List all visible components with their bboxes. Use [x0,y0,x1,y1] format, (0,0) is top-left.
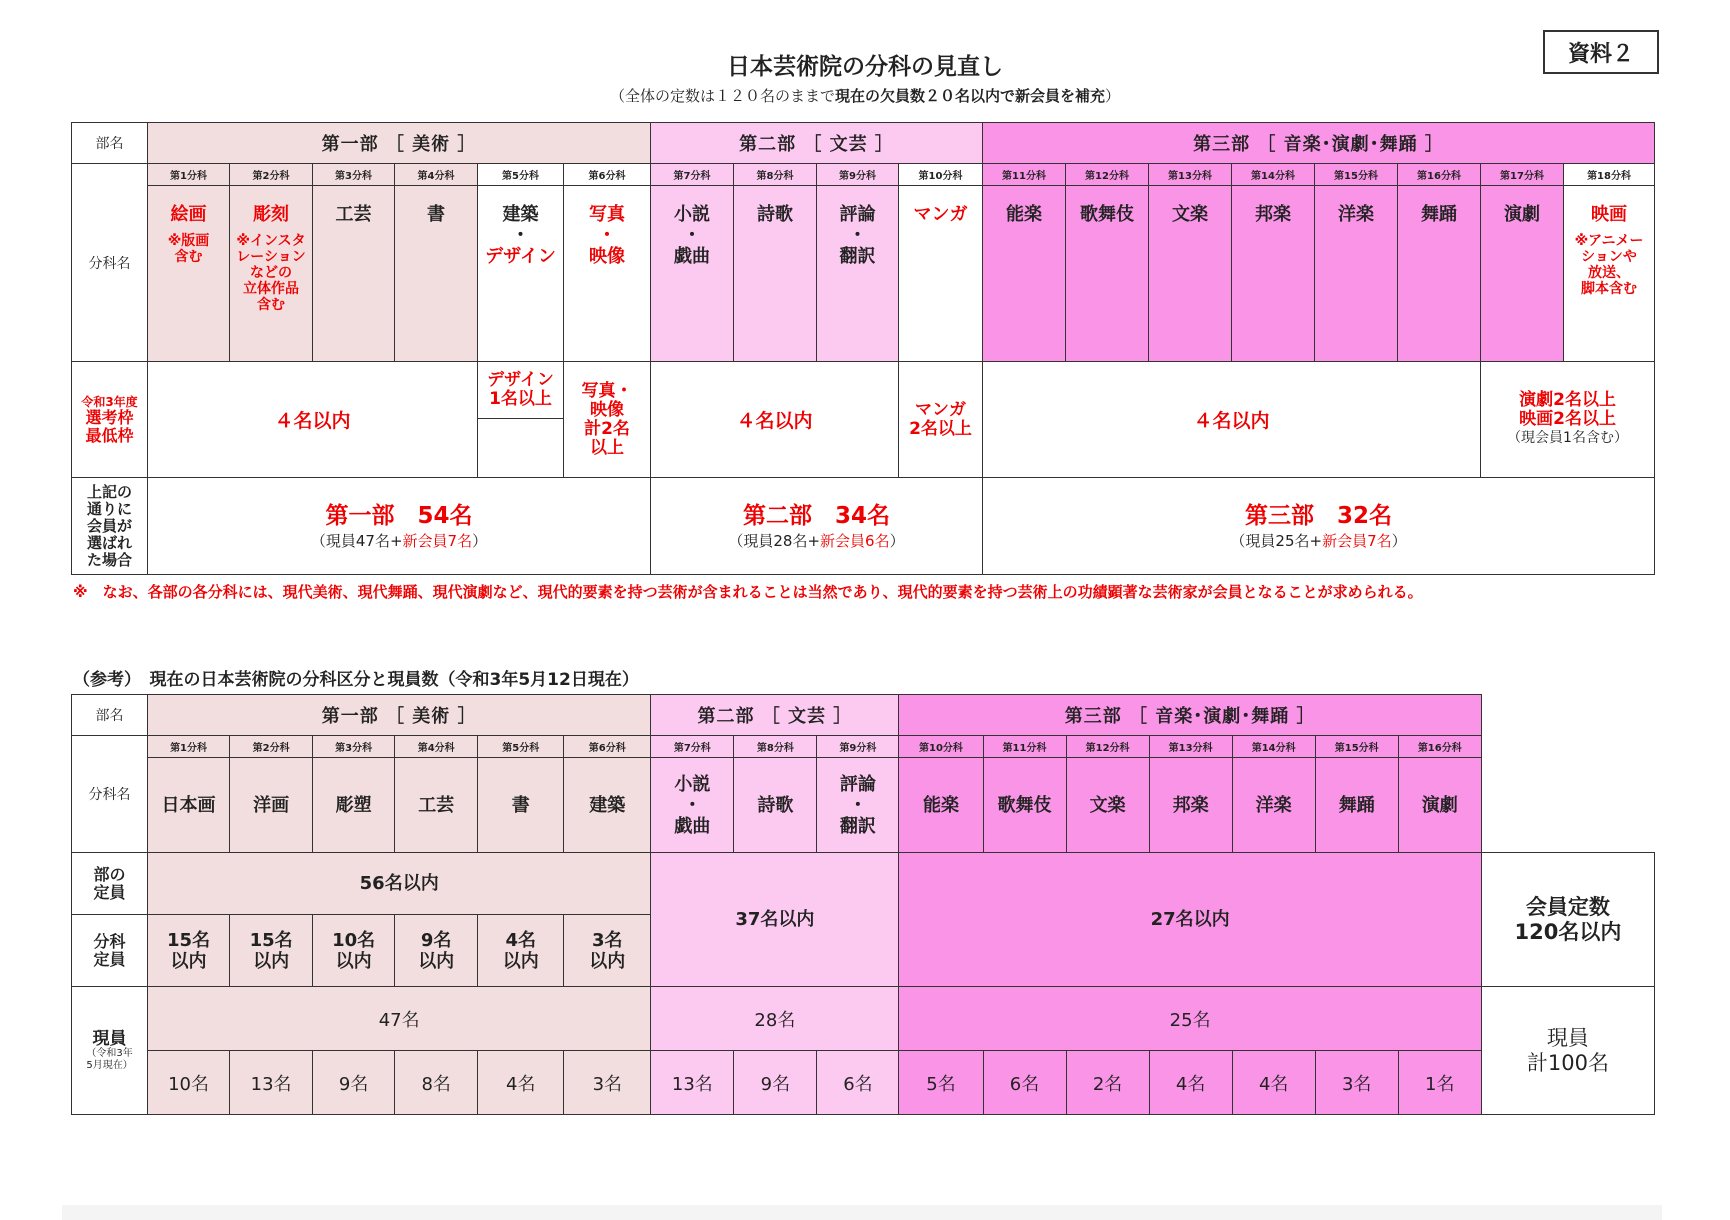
subdivision-label: 第1分科 [148,164,230,186]
field-row-label: 分科名 [72,736,148,853]
field-name-cell [1232,758,1315,853]
field-quota-cell [395,915,478,987]
reference-table [71,694,1655,1115]
quota-theater-line: 演劇2名以上 [1519,390,1616,410]
dept2-quota: 37名以内 [651,853,899,987]
field-note-line: 放送、 [1588,265,1631,281]
field-note-line: ※インスタ [236,233,306,249]
field-note-line: 含む [257,297,285,313]
field-quota-cell [313,915,395,987]
dept-quota-label-line: 定員 [93,882,126,902]
field-name-line: 工芸 [418,794,455,816]
spacer [1481,736,1654,853]
result-dept2-detail [651,530,982,551]
field-quota-line: 3名 [592,929,623,951]
field-name-line: 小説 [674,773,711,795]
field-name-line: 書 [427,204,445,225]
field-members-cell: 10名 [148,1051,230,1115]
subdivision-label: 第10分科 [899,736,983,758]
field-quota-line: 10名 [332,929,376,951]
field-name-line: 翻訳 [839,815,876,837]
field-quota-label-line: 定員 [93,949,126,969]
result-dept1-total: 第一部 54名 [325,502,473,529]
quota-label-line: 最低枠 [85,425,134,445]
dept-quota-row-label [72,853,148,915]
field-name-line: マンガ [913,204,968,225]
field-name-cell [148,186,230,362]
field-name-cell [817,758,899,853]
field-name-line: ・ [848,225,867,246]
total-members-line: 現員 [1546,1025,1589,1050]
subdivision-label: 第5分科 [478,736,564,758]
field-name-line: 能楽 [922,794,959,816]
field-name-line: 舞踊 [1421,204,1457,225]
members-row-label [72,987,148,1115]
quota-design-line: デザイン [487,370,554,390]
field-quota-line: 以内 [589,950,626,972]
dept2-members: 28名 [651,987,899,1051]
members-label: 現員 [92,1028,127,1049]
field-name-cell [983,758,1066,853]
spacer [1481,695,1654,736]
field-name-cell [313,758,395,853]
dept-quota-label-line: 部の [93,864,126,884]
subdivision-label: 第14分科 [1232,164,1315,186]
field-name-line: 能楽 [1006,204,1042,225]
subdivision-label: 第14分科 [1232,736,1315,758]
quota-design-line: 1名以上 [489,389,552,409]
field-name-line: 映像 [589,246,625,267]
footnote: ※ なお、各部の各分科には、現代美術、現代舞踊、現代演劇など、現代的要素を持つ芸術が含まれることは当然であり、現代的要素を持つ芸術上の功績顕著な芸術家が会員となることが求められる。 [73,583,1423,601]
field-name-line: 戯曲 [674,246,710,267]
field-name-line: 評論 [839,204,876,225]
field-members-cell: 6名 [983,1051,1066,1115]
field-members-cell: 6名 [817,1051,899,1115]
subdivision-label: 第16分科 [1398,164,1481,186]
subdivision-label: 第7分科 [651,736,734,758]
field-name-cell [1398,186,1481,362]
field-members-cell: 3名 [564,1051,651,1115]
field-name-cell [1481,186,1564,362]
total-quota-line: 120名以内 [1514,919,1622,944]
field-name-cell [313,186,395,362]
field-members-cell: 9名 [734,1051,817,1115]
total-quota-line: 会員定数 [1525,894,1610,919]
field-quota-cell [148,915,230,987]
field-name-cell [148,758,230,853]
result-dept2-total: 第二部 34名 [742,502,890,529]
field-name-line: 文楽 [1172,204,1208,225]
result-dept3-detail [983,530,1654,551]
dept-header-2: 第二部 ［ 文芸 ］ [651,123,983,164]
field-members-cell: 1名 [1398,1051,1481,1115]
quota-theater-film-note: （現会員1名含む） [1507,430,1628,446]
field-name-line: 歌舞伎 [997,794,1052,816]
field-name-line: ・ [683,794,702,816]
quota-dept1-general: ４名以内 [148,362,478,478]
field-name-line: 文楽 [1089,794,1126,816]
result-dept1-detail [148,530,650,551]
dept-header-1: 第一部 ［ 美術 ］ [148,695,651,736]
field-name-cell [734,186,817,362]
field-note-line: ションや [1581,249,1637,265]
dept-row-label: 部名 [72,123,148,164]
field-name-line: ・ [683,225,701,246]
subdivision-label: 第6分科 [564,736,651,758]
field-note-line: レーション [236,249,306,265]
field-quota-label-line: 分科 [93,931,126,951]
subdivision-label: 第6分科 [564,164,651,186]
subdivision-label: 第2分科 [230,736,313,758]
result-row-label [72,478,148,575]
field-quota-line: 以内 [170,950,207,972]
field-name-cell [1149,758,1232,853]
result-dept2 [651,478,983,575]
field-note-line: 立体作品 [243,281,299,297]
dept3-quota: 27名以内 [899,853,1481,987]
result-detail-c: ） [1391,531,1407,550]
field-name-line: デザイン [485,246,556,267]
field-name-cell [1066,758,1149,853]
field-name-cell [734,758,817,853]
field-name-line: 邦楽 [1255,204,1291,225]
field-members-cell: 2名 [1066,1051,1149,1115]
subdivision-label: 第9分科 [817,164,899,186]
result-detail-c: ） [472,531,488,550]
members-label-note: 5月現在） [86,1059,133,1071]
total-quota [1481,853,1654,987]
page-bottom-strip [62,1205,1662,1220]
field-name-cell [899,186,983,362]
field-name-cell [1315,758,1398,853]
field-name-cell [230,758,313,853]
field-members-cell: 13名 [230,1051,313,1115]
field-name-cell [1149,186,1232,362]
field-quota-line: 以内 [253,950,290,972]
result-label-line: た場合 [86,550,132,569]
quota-photo-line: 以上 [590,437,624,458]
field-quota-line: 以内 [418,950,455,972]
result-detail-a: （現員25名+ [1230,531,1323,550]
field-note-line: 含む [174,249,203,265]
quota-photo-line: 計2名 [584,418,630,439]
field-name-cell [564,186,651,362]
result-dept1 [148,478,651,575]
field-quota-cell [230,915,313,987]
field-quota-line: 15名 [167,929,211,951]
field-quota-cell [564,915,651,987]
subdivision-label: 第10分科 [899,164,983,186]
result-detail-new: 新会員7名 [402,531,473,550]
quota-theater-film [1481,362,1655,478]
subtitle-suffix: ） [1105,87,1121,105]
field-name-line: 戯曲 [674,815,711,837]
field-name-line: 洋楽 [1255,794,1292,816]
field-name-line: ・ [848,794,867,816]
members-label-note: （令和3年 [86,1047,133,1059]
field-row-label: 分科名 [72,164,148,362]
subdivision-label: 第9分科 [817,736,899,758]
field-name-cell [817,186,899,362]
field-members-cell: 4名 [1232,1051,1315,1115]
subdivision-label: 第3分科 [313,736,395,758]
subdivision-label: 第13分科 [1149,164,1232,186]
subdivision-label: 第2分科 [230,164,313,186]
field-quota-line: 以内 [502,950,539,972]
field-name-line: 彫塑 [335,794,372,816]
field-name-cell [899,758,983,853]
field-name-line: ・ [598,225,616,246]
field-name-line: 建築 [502,204,539,225]
page-title: 日本芸術院の分科の見直し [727,54,1003,80]
reference-title: （参考） 現在の日本芸術院の分科区分と現員数（令和3年5月12日現在） [73,670,639,690]
subdivision-label: 第8分科 [734,736,817,758]
subdivision-label: 第16分科 [1398,736,1481,758]
quota-manga-line: マンガ [915,399,966,420]
field-name-cell [564,758,651,853]
field-quota-cell [478,915,564,987]
quota-design [478,362,563,419]
quota-dept3-general: ４名以内 [983,362,1481,478]
quota-photo [564,362,651,478]
field-quota-line: 9名 [420,929,452,951]
field-note [148,233,229,265]
subdivision-label: 第11分科 [983,164,1066,186]
subdivision-label: 第3分科 [313,164,395,186]
subdivision-label: 第5分科 [478,164,564,186]
field-members-cell: 9名 [313,1051,395,1115]
field-name-cell [478,186,564,362]
field-note [230,233,312,313]
proposal-table [71,122,1655,575]
result-detail-a: （現員47名+ [310,531,403,550]
subdivision-label: 第7分科 [651,164,734,186]
dept1-quota: 56名以内 [148,853,651,915]
quota-manga-line: 2名以上 [909,418,972,439]
field-name-cell [478,758,564,853]
field-name-line: 建築 [589,794,626,816]
dept-header-1: 第一部 ［ 美術 ］ [148,123,651,164]
field-name-cell [983,186,1066,362]
field-name-line: 評論 [839,773,876,795]
field-quota-line: 15名 [249,929,293,951]
subdivision-label: 第1分科 [148,736,230,758]
subtitle-bold: 現在の欠員数２０名以内で新会員を補充 [834,87,1105,105]
field-name-line: 写真 [589,204,625,225]
field-name-cell [395,186,478,362]
result-dept3 [983,478,1655,575]
quota-manga [899,362,983,478]
field-name-cell [651,758,734,853]
field-name-line: 小説 [674,204,710,225]
quota-label-line: 令和3年度 [81,394,138,409]
result-detail-c: ） [889,531,905,550]
field-name-line: 彫刻 [253,204,289,225]
field-name-line: 工芸 [335,204,372,225]
subdivision-label: 第11分科 [983,736,1066,758]
field-name-line: 絵画 [170,204,207,225]
field-name-line: 映画 [1591,204,1628,225]
quota-photo-line: 映像 [590,399,624,420]
field-name-line: 詩歌 [757,204,793,225]
field-name-line: ・ [511,225,530,246]
field-note-line: 脚本含む [1581,281,1638,297]
field-quota-line: 4名 [505,929,536,951]
result-label-line: 選ばれ [86,533,132,552]
subtitle-prefix: （全体の定数は１２０名のままで [609,87,835,105]
result-label-line: 上記の [86,482,132,501]
subdivision-label: 第4分科 [395,164,478,186]
field-name-cell [1232,186,1315,362]
field-quota-line: 以内 [335,950,372,972]
subdivision-label: 第8分科 [734,164,817,186]
dept-header-3: 第三部 ［ 音楽･演劇･舞踊 ］ [983,123,1655,164]
field-note-line: ※アニメー [1574,233,1644,249]
result-label-line: 会員が [86,516,132,535]
subdivision-label: 第12分科 [1066,736,1149,758]
dept-header-2: 第二部 ［ 文芸 ］ [651,695,899,736]
field-name-cell [651,186,734,362]
quota-dept2-general: ４名以内 [651,362,899,478]
field-name-line: 書 [511,794,530,816]
document-badge: 資料２ [1543,30,1659,74]
subdivision-label: 第17分科 [1481,164,1564,186]
field-name-line: 演劇 [1504,204,1540,225]
result-detail-a: （現員28名+ [728,531,821,550]
quota-row-label [72,362,148,478]
field-name-line: 日本画 [161,794,216,816]
dept3-members: 25名 [899,987,1481,1051]
field-note [1564,233,1654,297]
field-members-cell: 13名 [651,1051,734,1115]
dept1-members: 47名 [148,987,651,1051]
quota-film-line: 映画2名以上 [1519,409,1616,429]
field-name-cell [1564,186,1655,362]
subdivision-label: 第18分科 [1564,164,1655,186]
field-quota-row-label [72,915,148,987]
field-name-line: 翻訳 [839,246,876,267]
field-members-cell: 4名 [1149,1051,1232,1115]
field-name-cell [1066,186,1149,362]
field-name-line: 詩歌 [757,794,794,816]
field-members-cell: 5名 [899,1051,983,1115]
field-note-line: ※版画 [167,233,210,249]
field-members-cell: 3名 [1315,1051,1398,1115]
subdivision-label: 第15分科 [1315,736,1398,758]
quota-design-cell [478,362,564,478]
result-detail-new: 新会員6名 [820,531,890,550]
field-members-cell: 4名 [478,1051,564,1115]
subdivision-label: 第4分科 [395,736,478,758]
subdivision-label: 第12分科 [1066,164,1149,186]
result-label-line: 通りに [86,499,132,518]
total-members-line: 計100名 [1526,1050,1609,1075]
field-name-line: 洋楽 [1338,204,1374,225]
field-name-cell [1398,758,1481,853]
quota-photo-line: 写真・ [581,380,633,401]
field-name-cell [395,758,478,853]
field-name-cell [230,186,313,362]
dept-row-label: 部名 [72,695,148,736]
page-subtitle [0,85,1730,106]
field-name-line: 舞踊 [1338,794,1375,816]
field-name-cell [1315,186,1398,362]
field-name-line: 洋画 [253,794,290,816]
field-note-line: などの [250,265,292,281]
dept-header-3: 第三部 ［ 音楽･演劇･舞踊 ］ [899,695,1481,736]
result-detail-new: 新会員7名 [1322,531,1392,550]
subdivision-label: 第15分科 [1315,164,1398,186]
field-members-cell: 8名 [395,1051,478,1115]
field-name-line: 演劇 [1421,794,1458,816]
field-name-line: 歌舞伎 [1080,204,1134,225]
result-dept3-total: 第三部 32名 [1245,502,1393,529]
subdivision-label: 第13分科 [1149,736,1232,758]
field-name-line: 邦楽 [1172,794,1209,816]
total-members [1481,987,1654,1115]
quota-label-line: 選考枠 [85,407,134,427]
